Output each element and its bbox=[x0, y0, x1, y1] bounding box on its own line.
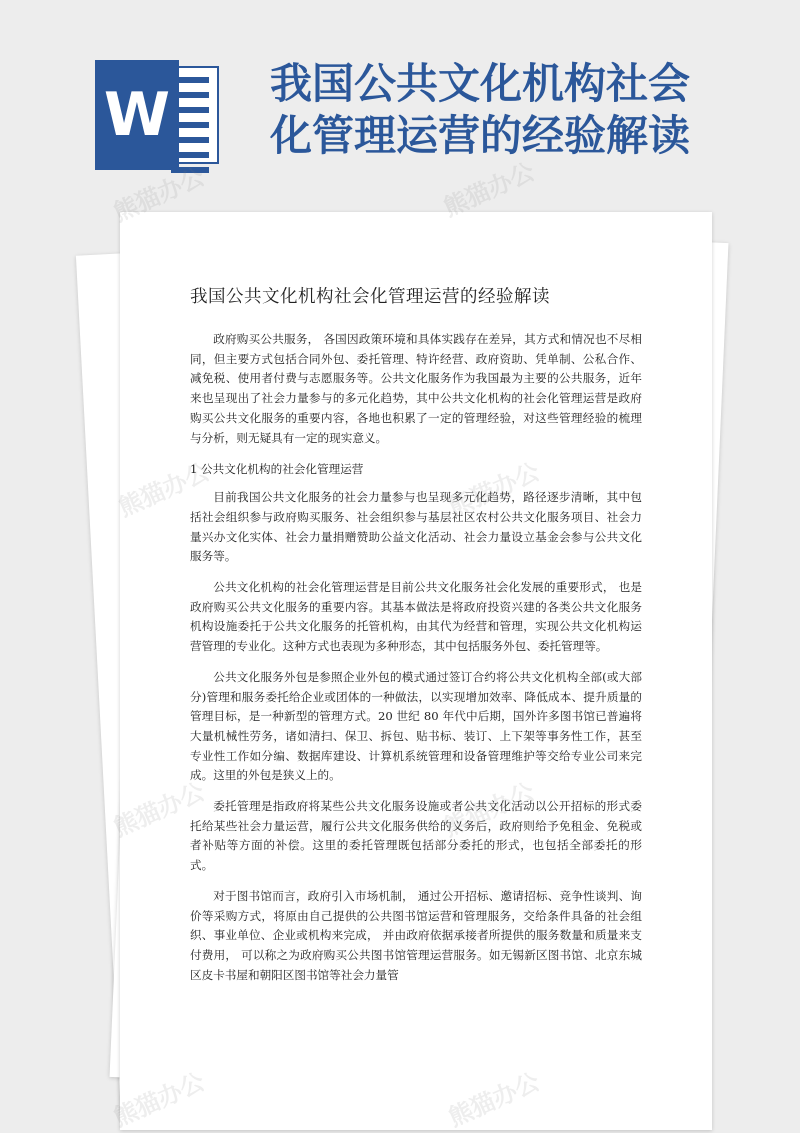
document-title: 我国公共文化机构社会化管理运营的经验解读 bbox=[190, 287, 550, 307]
word-letter-badge: W bbox=[95, 60, 179, 170]
banner-title: 我国公共文化机构社会化管理运营的经验解读 bbox=[270, 59, 691, 160]
paragraph-management-forms: 公共文化机构的社会化管理运营是目前公共文化服务社会化发展的重要形式， 也是政府购买公共文化服务的重要内容。其基本做法是将政府投资兴建的各类公共文化服务机构设施委托于公共文化服务的托管机构，由其代为经营和管理，实现公共文化机构运营管理的专业化。这种方式也表现为多种形态，其中包括服务外包、委托管理等。 bbox=[190, 580, 642, 654]
section-heading: 1 公共文化机构的社会化管理运营 bbox=[190, 462, 364, 477]
word-logo-icon bbox=[95, 60, 225, 170]
paragraph-entrusted-management: 委托管理是指政府将某些公共文化服务设施或者公共文化活动以公开招标的形式委托给某些社会力量运营，履行公共文化服务供给的义务后，政府则给予免租金、免税或者补贴等方面的补偿。这里的委托管理既包括部分委托的形式，也包括全部委托的形式。 bbox=[190, 799, 642, 873]
watermark: 熊猫办公 bbox=[109, 162, 209, 228]
paragraph-intro: 政府购买公共服务， 各国因政策环境和具体实践存在差异，其方式和情况也不尽相同，但主要方式包括合同外包、委托管理、特许经营、政府资助、凭单制、公私合作、减免税、使用者付费与志愿服务等。公共文化服务作为我国最为主要的公共服务，近年来也呈现出了社会力量参与的多元化趋势，其中公共文化机构的社会化管理运营是政府购买公共文化服务的重要内容，各地也积累了一定的管理经验，对这些管理经验的梳理与分析，则无疑具有一定的现实意义。 bbox=[190, 332, 642, 445]
paragraph-outsourcing: 公共文化服务外包是参照企业外包的模式通过签订合约将公共文化机构全部(或大部分)管理和服务委托给企业或团体的一种做法，以实现增加效率、降低成本、提升质量的管理目标，是一种新型的管理方式。20 世纪 80 年代中后期，国外许多图书馆已普遍将大量机械性劳务，诸如清扫、保卫、拆包、贴书标、装订、上下架等事务性工作，甚至专业性工作如分编、数据库建设、计算机系统管理和设备管理维护等交给专业公司来完成。这里的外包是狭义上的。 bbox=[190, 669, 642, 783]
paragraph-library: 对于图书馆而言，政府引入市场机制， 通过公开招标、邀请招标、竞争性谈判、询价等采购方式，将原由自己提供的公共图书馆运营和管理服务，交给条件具备的社会组织、事业单位、企业或机构来完成， 并由政府依据承接者所提供的服务数量和质量来支付费用， 可以称之为政府购买公共图书馆管理运营服务。如无锡新区图书馆、北京东城区皮卡书屋和朝阳区图书馆等社会力量管 bbox=[190, 888, 642, 982]
paragraph-social-forces: 目前我国公共文化服务的社会力量参与也呈现多元化趋势，路径逐步清晰，其中包括社会组织参与政府购买服务、社会组织参与基层社区农村公共文化服务项目、社会力量兴办文化实体、社会力量捐赠赞助公益文化活动、社会力量设立基金会参与公共文化服务等。 bbox=[190, 490, 642, 564]
document-body bbox=[190, 283, 642, 996]
watermark: 熊猫办公 bbox=[439, 157, 539, 223]
